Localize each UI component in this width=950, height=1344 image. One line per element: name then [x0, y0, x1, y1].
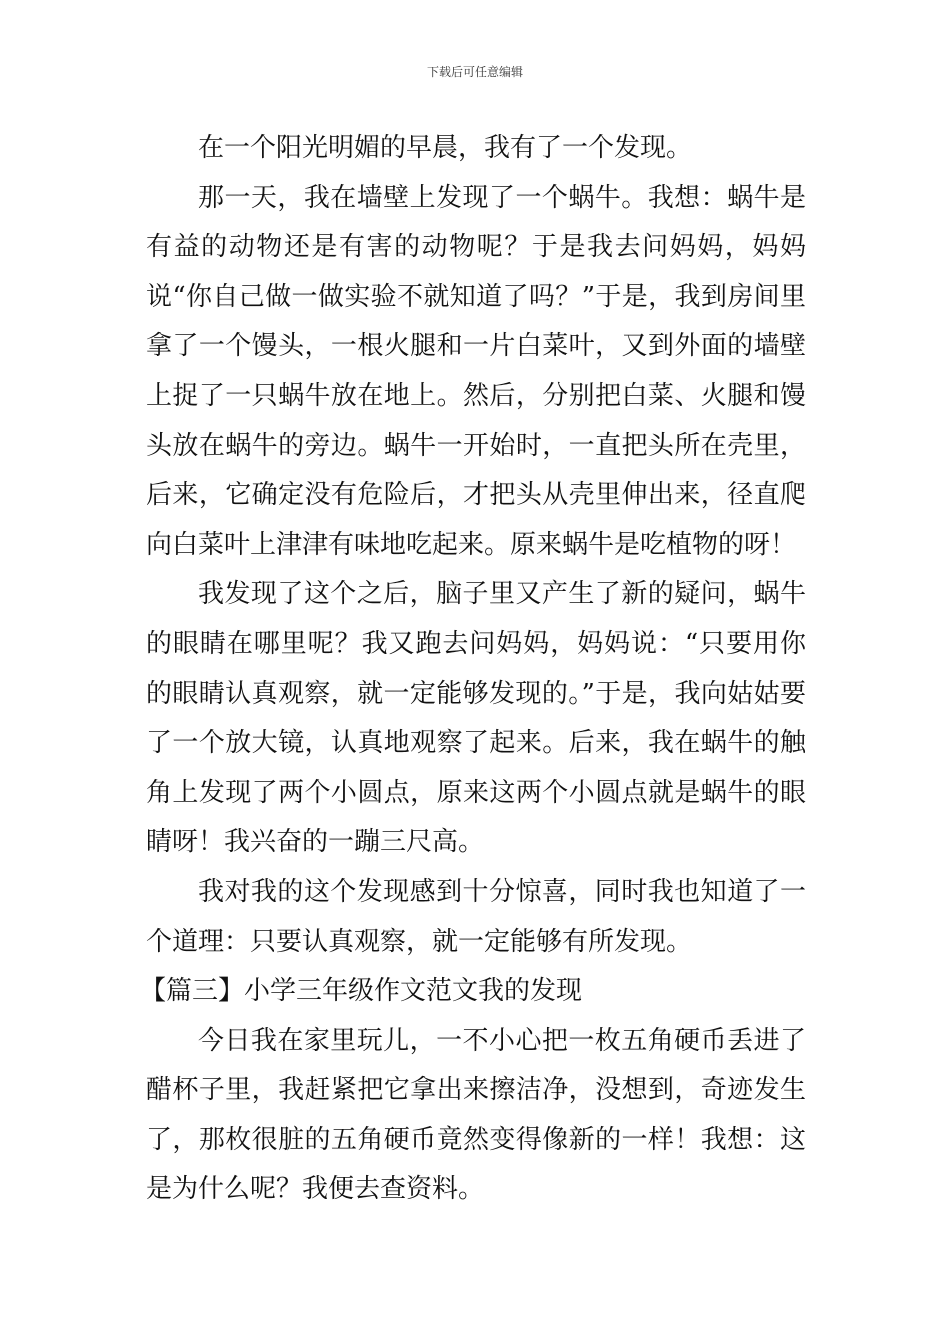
- section-heading: 【篇三】小学三年级作文范文我的发现: [140, 976, 583, 1007]
- paragraph-opening: 在一个阳光明媚的早晨，我有了一个发现。: [198, 133, 693, 163]
- paragraph-snail-food: 那一天，我在墙壁上发现了一个蜗牛。我想：蜗牛是有益的动物还是有害的动物呢？于是我去问妈妈，妈妈说“你自己做一做实验不就知道了吗？”于是，我到房间里拿了一个馒头，一根火腿和一片白菜叶，又到外面的墙壁上捉了一只蜗牛放在地上。然后，分别把白菜、火腿和馒头放在蜗牛的旁边。蜗牛一开始时，一直把头所在壳里，后来，它确定没有危险后，才把头从壳里伸出来，径直爬向白菜叶上津津有味地吃起来。原来蜗牛是吃植物的呀！: [146, 182, 806, 560]
- page-header-note: 下载后可任意编辑: [426, 65, 523, 79]
- paragraph-conclusion: 我对我的这个发现感到十分惊喜，同时我也知道了一个道理：只要认真观察，就一定能够有所发现。: [146, 876, 806, 957]
- paragraph-coin: 今日我在家里玩儿，一不小心把一枚五角硬币丢进了醋杯子里，我赶紧把它拿出来擦洁净，没想到，奇迹发生了，那枚很脏的五角硬币竟然变得像新的一样！我想：这是为什么呢？我便去查资料。: [146, 1025, 806, 1205]
- paragraph-snail-eyes: 我发现了这个之后，脑子里又产生了新的疑问，蜗牛的眼睛在哪里呢？我又跑去问妈妈，妈妈说：“只要用你的眼睛认真观察，就一定能够发现的。”于是，我向姑姑要了一个放大镜，认真地观察了起来。后来，我在蜗牛的触角上发现了两个小圆点，原来这两个小圆点就是蜗牛的眼睛呀！我兴奋的一蹦三尺高。: [146, 579, 806, 858]
- article-body: [140, 124, 806, 1215]
